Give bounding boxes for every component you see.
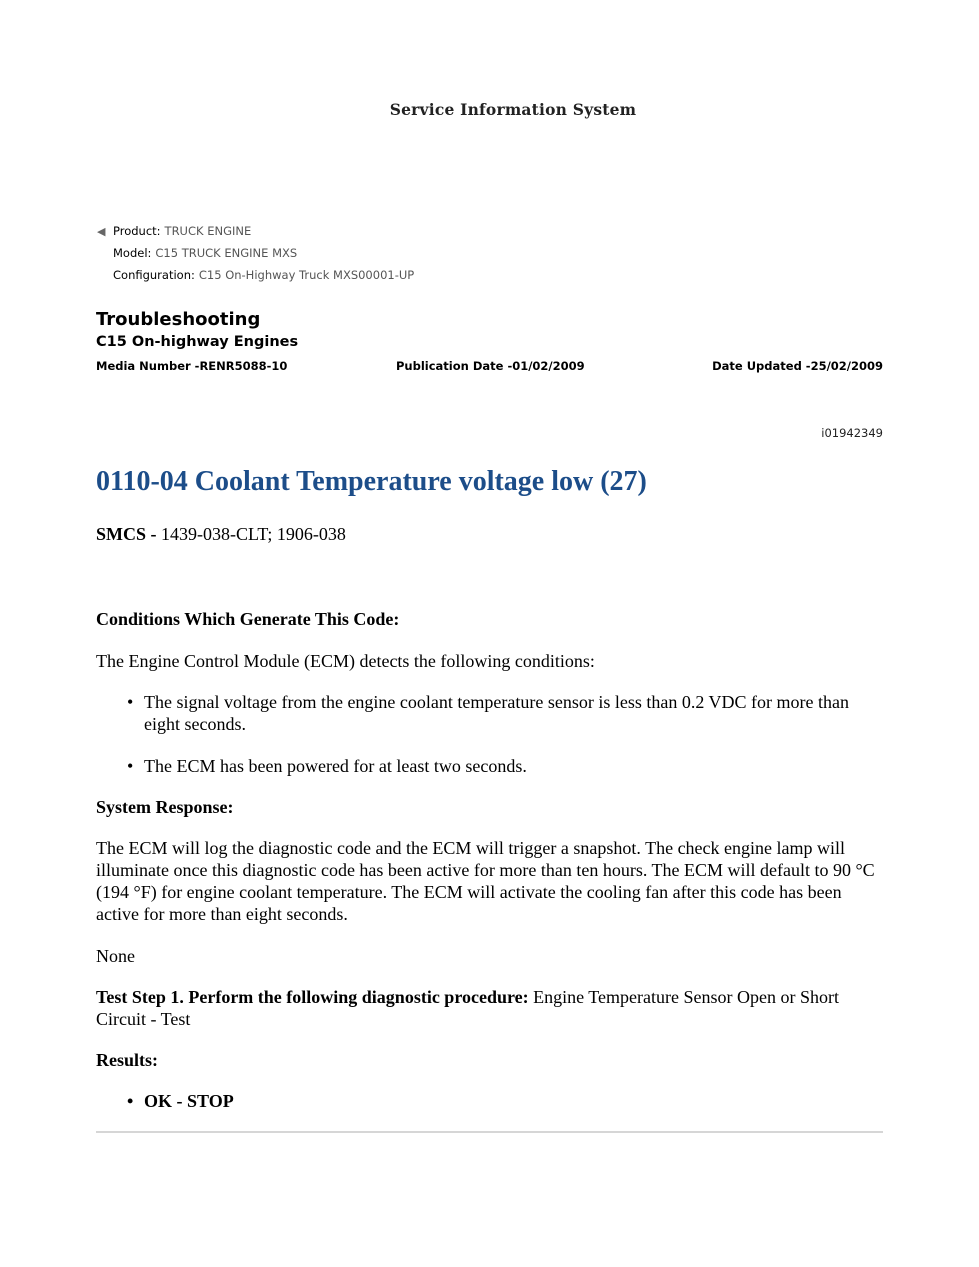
product-line <box>97 224 251 238</box>
publication-date: Publication Date -01/02/2009 <box>396 359 585 373</box>
back-arrow-icon[interactable]: ◀ <box>97 225 106 238</box>
model-value: C15 TRUCK ENGINE MXS <box>155 246 298 260</box>
product-value: TRUCK ENGINE <box>164 224 252 238</box>
results-list <box>120 1090 880 1112</box>
conditions-heading: Conditions Which Generate This Code: <box>96 609 400 629</box>
model-line <box>113 246 297 260</box>
model-label: Model: <box>113 246 152 260</box>
smcs-label: SMCS - <box>96 524 162 544</box>
document-id: i01942349 <box>821 426 883 440</box>
configuration-label: Configuration: <box>113 268 195 282</box>
response-heading: System Response: <box>96 797 234 817</box>
list-item: • The ECM has been powered for at least two seconds. <box>120 755 880 777</box>
configuration-value: C15 On-Highway Truck MXS00001-UP <box>198 268 415 282</box>
media-number: Media Number -RENR5088-10 <box>96 359 288 373</box>
configuration-line <box>113 268 414 282</box>
product-label: Product: <box>113 224 161 238</box>
none-text: None <box>96 946 135 966</box>
document-engine: C15 On-highway Engines <box>96 334 299 350</box>
conditions-list-2 <box>120 755 880 777</box>
divider <box>96 1131 883 1133</box>
results-heading: Results: <box>96 1050 158 1070</box>
test-step-link-text[interactable]: Engine Temperature Sensor Open or Short Circuit - Test <box>96 987 839 1029</box>
test-step <box>96 986 886 1030</box>
conditions-intro: The Engine Control Module (ECM) detects the following conditions: <box>96 651 595 671</box>
smcs-value: 1439-038-CLT; 1906-038 <box>161 524 346 544</box>
system-title: Service Information System <box>389 100 637 119</box>
list-item: • OK - STOP <box>120 1090 880 1112</box>
test-step-label: Test Step 1. Perform the following diagnostic procedure: <box>96 987 529 1007</box>
conditions-list <box>120 691 880 735</box>
response-text: The ECM will log the diagnostic code and the ECM will trigger a snapshot. The check engine lamp will illuminate once this diagnostic code has been active for more than ten hours. The ECM will default to 90 °C (194 °F) for engine coolant temperature. The ECM will activate the cooling fan after this code has been active for more than eight seconds. <box>96 838 875 924</box>
document-type: Troubleshooting <box>96 309 261 330</box>
list-item: • The signal voltage from the engine coolant temperature sensor is less than 0.2 VDC for more than eight seconds. <box>120 691 880 735</box>
smcs-line <box>96 523 886 545</box>
date-updated: Date Updated -25/02/2009 <box>712 359 883 373</box>
page-title: 0110-04 Coolant Temperature voltage low (27) <box>96 466 647 497</box>
